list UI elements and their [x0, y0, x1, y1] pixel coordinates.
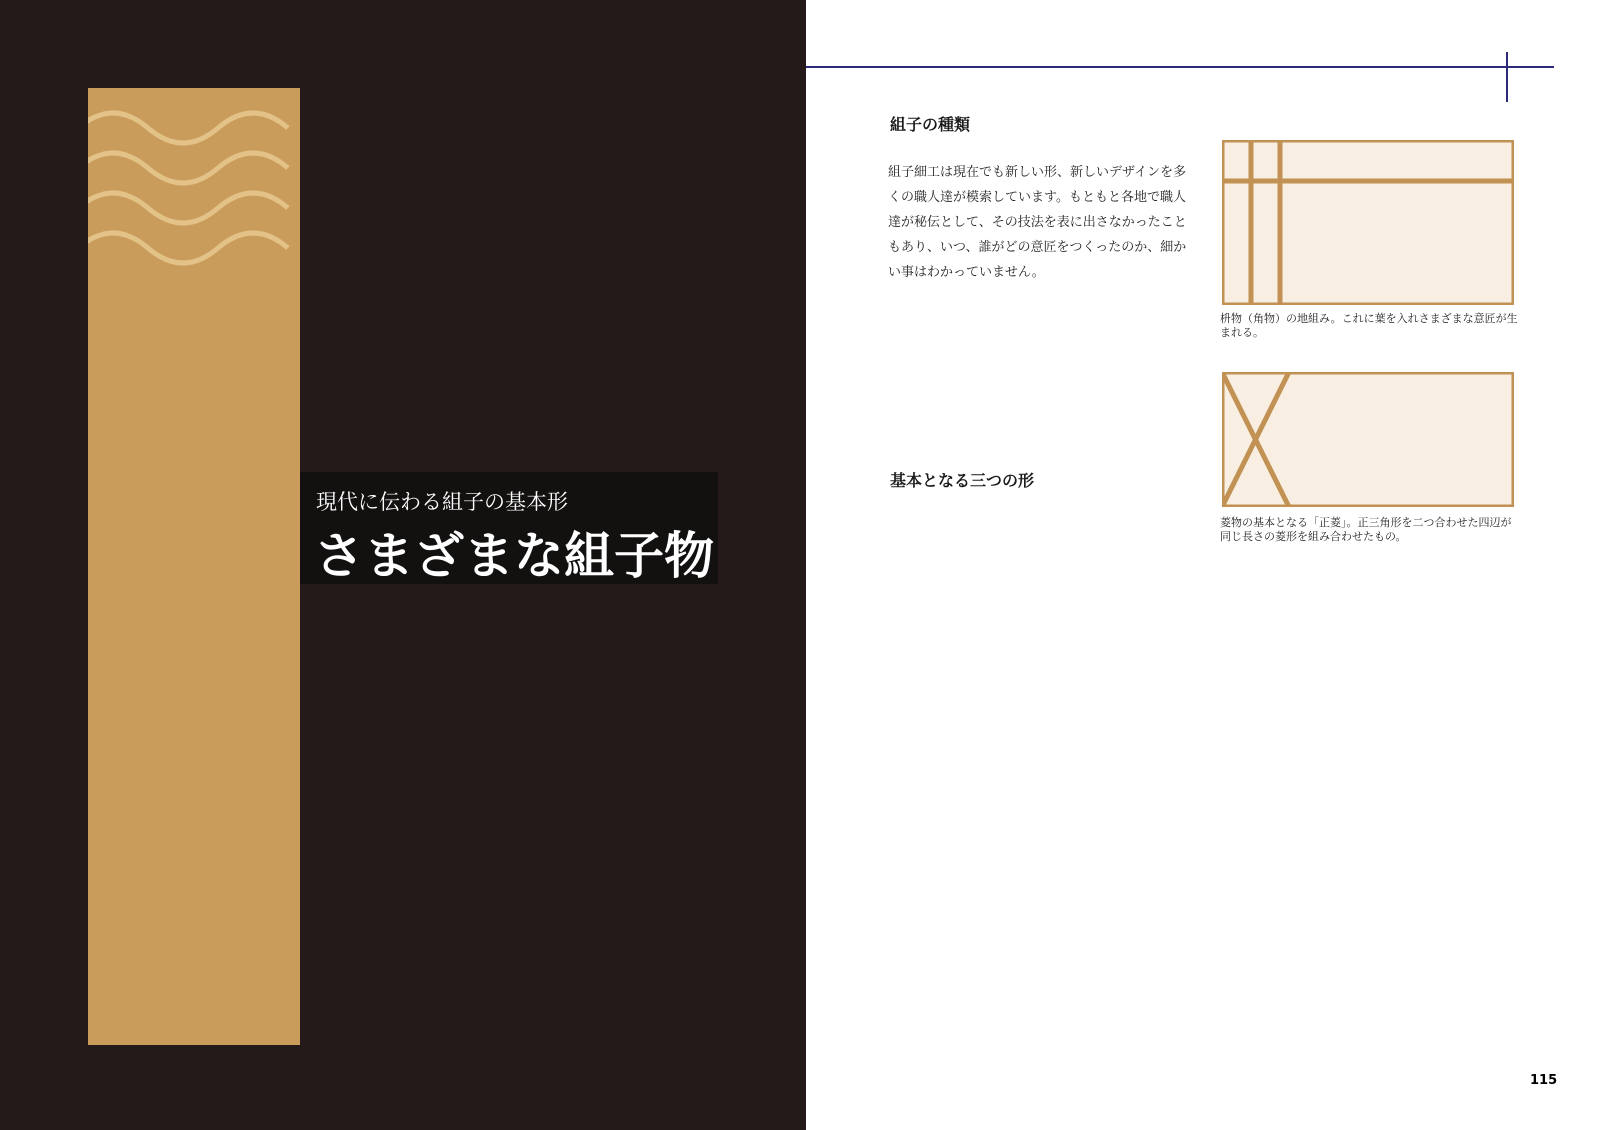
body-paragraph-1: 組子細工は現在でも新しい形、新しいデザインを多くの職人達が模索しています。もともと各地で職人達が秘伝として、その技法を表に出さなかったこともあり、いつ、誰がどの意匠をつくったのか、細かい事はわかっていません。	[888, 165, 1187, 280]
header-rule-top	[806, 66, 1554, 68]
title-band	[300, 472, 718, 584]
curved-lattice-photo	[88, 88, 300, 1045]
title-subtitle: 現代に伝わる組子の基本形	[316, 490, 568, 514]
header-rule-vertical-a	[1506, 52, 1508, 102]
caption-seibishi: 菱物の基本となる「正菱」。正三角形を二つ合わせた四辺が同じ長さの菱形を組み合わせたもの。	[1220, 516, 1512, 543]
title-main: さまざまな組子物	[314, 527, 714, 585]
seibishi-diamond-diagram	[1222, 372, 1514, 507]
masu-grid-diagram	[1222, 140, 1514, 305]
caption-masu: 枡物（角物）の地組み。これに葉を入れさまざまな意匠が生まれる。	[1220, 312, 1518, 339]
page-number: 115	[1530, 1073, 1558, 1088]
heading-three-forms: 基本となる三つの形	[890, 471, 1035, 490]
heading-kinds: 組子の種類	[890, 115, 971, 134]
